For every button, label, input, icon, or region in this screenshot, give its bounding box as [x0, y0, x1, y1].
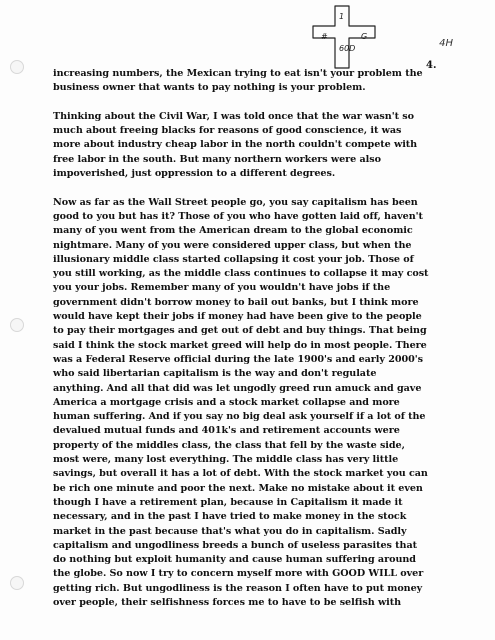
text-line: getting rich. But ungodliness is the reason I often have to put money [53, 582, 423, 594]
text-line: free labor in the south. But many northern workers were also [53, 153, 381, 165]
paragraph-gap [53, 96, 447, 110]
text-line: America a mortgage crisis and a stock market collapse and more [53, 396, 400, 408]
paragraph-gap [53, 181, 447, 195]
text-line: necessary, and in the past I have tried to make money in the stock [53, 511, 407, 523]
text-line: market in the past because that's what you do in capitalism. Sadly [53, 525, 407, 537]
binder-hole-top [10, 60, 24, 74]
text-line: property of the middles class, the class that fell by the waste side, [53, 439, 405, 451]
text-line: more about industry cheap labor in the north couldn't compete with [53, 139, 418, 151]
text-line: over people, their selfishness forces me to have to be selfish with [53, 596, 402, 608]
text-line: Now as far as the Wall Street people go, you say capitalism has been [53, 196, 418, 208]
text-line: government didn't borrow money to bail out banks, but I think more [53, 296, 419, 308]
body-text [53, 67, 447, 610]
cross-mark-bottom: 60D [339, 44, 356, 53]
text-line: business owner that wants to pay nothing is your problem. [53, 82, 366, 94]
text-line: devalued mutual funds and 401k's and retirement accounts were [53, 425, 400, 437]
text-line: savings, but overall it has a lot of debt. With the stock market you can [53, 468, 428, 480]
handwritten-page-note: 4H [439, 38, 453, 49]
text-line: the globe. So now I try to concern myself more with GOOD WILL over [53, 568, 424, 580]
text-line: nightmare. Many of you were considered upper class, but when the [53, 239, 412, 251]
text-line: who said libertarian capitalism is the way and don't regulate [53, 368, 377, 380]
text-line: many of you went from the American dream to the global economic [53, 225, 413, 237]
text-line: good to you but has it? Those of you who have gotten laid off, haven't [53, 210, 423, 222]
cross-outline-icon [305, 4, 385, 70]
text-line: do nothing but exploit humanity and cause human suffering around [53, 554, 416, 566]
text-line: you your jobs. Remember many of you wouldn't have jobs if the [53, 282, 391, 294]
cross-mark-left: # [321, 32, 328, 41]
hand-drawn-cross [305, 4, 385, 70]
text-line: was a Federal Reserve official during the late 1900's and early 2000's [53, 353, 423, 365]
text-line: human suffering. And if you say no big deal ask yourself if a lot of the [53, 411, 426, 423]
text-line: impoverished, just oppression to a different degrees. [53, 168, 336, 180]
cross-mark-right: G [361, 32, 368, 41]
text-line: though I have a retirement plan, because in Capitalism it made it [53, 496, 403, 508]
text-line: increasing numbers, the Mexican trying to eat isn't your problem the [53, 68, 423, 79]
text-line: capitalism and ungodliness breeds a bunch of useless parasites that [53, 539, 418, 551]
text-line: Thinking about the Civil War, I was told once that the war wasn't so [53, 110, 414, 122]
text-line: most were, many lost everything. The middle class has very little [53, 454, 399, 466]
text-line: anything. And all that did was let ungodly greed run amuck and gave [53, 382, 422, 394]
text-line: much about freeing blacks for reasons of good conscience, it was [53, 125, 402, 137]
text-line: you still working, as the middle class continues to collapse it may cost [53, 268, 429, 280]
binder-hole-middle [10, 318, 24, 332]
cross-mark-top: 1 [339, 12, 345, 21]
text-line: to pay their mortgages and get out of debt and buy things. That being [53, 325, 427, 337]
page-number: 4. [426, 60, 437, 71]
binder-hole-bottom [10, 576, 24, 590]
text-line: illusionary middle class started collapsing it cost your job. Those of [53, 253, 414, 265]
text-line: said I think the stock market greed will help do in most people. There [53, 339, 427, 351]
text-line: would have kept their jobs if money had have been give to the people [53, 311, 422, 323]
text-line: be rich one minute and poor the next. Make no mistake about it even [53, 482, 423, 494]
